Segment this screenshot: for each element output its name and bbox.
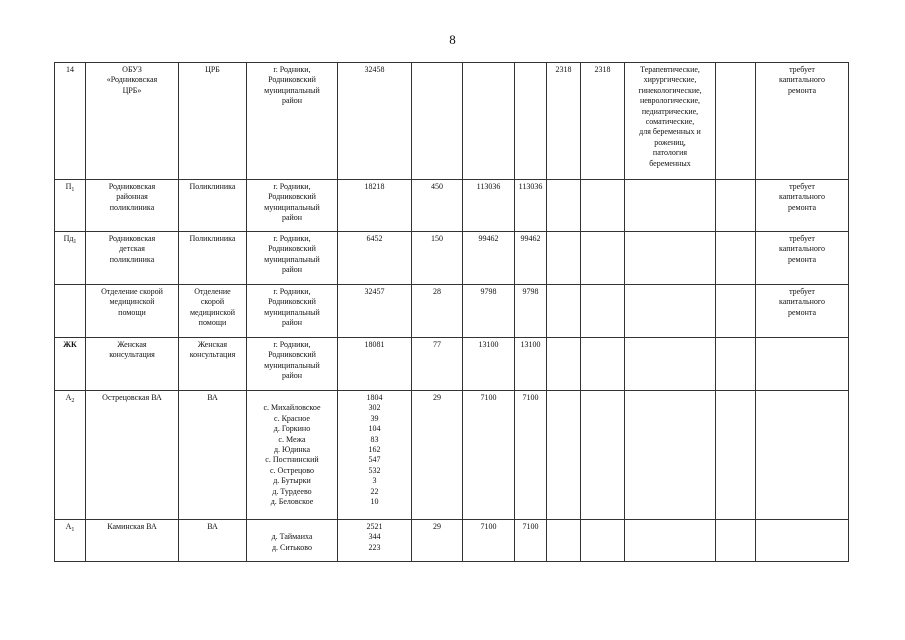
facility-type-line: медицинской — [189, 307, 235, 317]
facility-code: А — [65, 393, 72, 402]
location-line: д. Горкино — [273, 424, 311, 434]
condition-line: требует — [789, 287, 815, 296]
value-cell-c12 — [716, 232, 756, 285]
location-line: д. Таймаиха — [271, 532, 313, 542]
value-cell-c12 — [716, 338, 756, 391]
facility-name-cell — [86, 391, 179, 520]
condition-line: требует — [789, 65, 815, 74]
value-cell-c9 — [547, 391, 581, 520]
profile-line: патология — [652, 148, 688, 158]
profiles-cell — [625, 63, 716, 180]
value-cell-c6 — [412, 63, 463, 180]
value-cell-c6 — [412, 285, 463, 338]
condition-cell — [756, 520, 849, 562]
value-cell-c10 — [581, 232, 625, 285]
location-line: Родниковский — [268, 192, 316, 202]
population-cell — [338, 63, 412, 180]
location-cell — [247, 338, 338, 391]
location-line: Родниковский — [268, 244, 316, 254]
facility-code-subscript: 1 — [71, 187, 75, 193]
profile-line: рожениц, — [654, 137, 686, 147]
value-cell-c7 — [463, 338, 515, 391]
location-line: Родниковский — [268, 75, 316, 85]
facility-type-cell — [179, 520, 247, 562]
population-cell — [338, 338, 412, 391]
facility-type-line: Женская — [197, 340, 228, 349]
location-line: Родниковский — [268, 350, 316, 360]
profile-line: Терапевтические, — [640, 65, 700, 74]
cell-value: 113036 — [518, 182, 543, 191]
cell-value: 29 — [433, 522, 441, 531]
value-cell-c12 — [716, 520, 756, 562]
cell-value: 9798 — [480, 287, 497, 296]
condition-cell — [756, 232, 849, 285]
value-cell-c9 — [547, 63, 581, 180]
profiles-cell — [625, 391, 716, 520]
facility-code: А — [65, 522, 72, 531]
table-row — [55, 338, 849, 391]
facility-name-cell — [86, 63, 179, 180]
facility-name-cell — [86, 338, 179, 391]
facilities-table — [54, 62, 849, 562]
value-cell-c10 — [581, 285, 625, 338]
population-line: 344 — [368, 532, 381, 542]
profiles-cell — [625, 180, 716, 232]
profile-line: хирургические, — [643, 75, 697, 85]
location-line: Родниковский — [268, 297, 316, 307]
population-line: 302 — [368, 403, 381, 413]
population-cell — [338, 180, 412, 232]
facility-name-line: поликлиника — [109, 254, 155, 264]
cell-value: 2318 — [594, 65, 611, 74]
cell-value: 13100 — [520, 340, 541, 349]
facility-type-line: Поликлиника — [189, 182, 236, 191]
cell-value: 150 — [431, 234, 443, 243]
table-row — [55, 180, 849, 232]
cell-value: 7100 — [522, 393, 539, 402]
facility-name-line: медицинской — [109, 297, 155, 307]
condition-cell — [756, 180, 849, 232]
facility-name-line: поликлиника — [109, 202, 155, 212]
facility-name-cell — [86, 285, 179, 338]
table-row — [55, 285, 849, 338]
table-row — [55, 520, 849, 562]
location-line: г. Родники, — [273, 234, 311, 243]
location-line: с. Красное — [274, 413, 310, 423]
location-line: район — [281, 318, 303, 328]
population-line: 6452 — [366, 234, 383, 243]
value-cell-c9 — [547, 180, 581, 232]
facility-type-line: Поликлиника — [189, 234, 236, 243]
facility-type-cell — [179, 391, 247, 520]
facility-code-cell — [55, 232, 86, 285]
population-line: 83 — [370, 434, 379, 444]
facility-name-cell — [86, 180, 179, 232]
facility-name-cell — [86, 520, 179, 562]
facility-code-cell — [55, 520, 86, 562]
population-line: 223 — [368, 542, 381, 552]
facility-name-line: Родниковская — [108, 182, 156, 191]
population-cell — [338, 520, 412, 562]
value-cell-c12 — [716, 180, 756, 232]
cell-value: 113036 — [476, 182, 501, 191]
value-cell-c8 — [515, 520, 547, 562]
population-cell — [338, 232, 412, 285]
location-line: г. Родники, — [273, 287, 311, 296]
facility-code-cell — [55, 391, 86, 520]
population-line: 1804 — [366, 393, 383, 402]
location-line: с. Острецово — [269, 465, 315, 475]
value-cell-c12 — [716, 63, 756, 180]
population-line: 32458 — [364, 65, 385, 74]
location-line: муниципальный — [264, 254, 320, 264]
value-cell-c7 — [463, 285, 515, 338]
facility-code: П — [65, 182, 72, 191]
facility-name-line: Острецовская ВА — [102, 393, 162, 402]
value-cell-c12 — [716, 285, 756, 338]
location-line: д. Ситьково — [271, 542, 313, 552]
profile-line: для беременных и — [639, 127, 701, 137]
facility-type-line: ВА — [207, 522, 218, 531]
location-line: с. Михайловское — [263, 403, 321, 413]
location-line: г. Родники, — [273, 65, 311, 74]
value-cell-c10 — [581, 520, 625, 562]
condition-line: ремонта — [787, 307, 817, 317]
facility-name-line: районная — [116, 192, 148, 202]
value-cell-c10 — [581, 180, 625, 232]
value-cell-c6 — [412, 338, 463, 391]
facility-type-cell — [179, 338, 247, 391]
cell-value: 9798 — [522, 287, 539, 296]
facility-code-subscript: 1 — [71, 527, 75, 533]
population-line: 10 — [370, 496, 379, 506]
value-cell-c10 — [581, 338, 625, 391]
location-line: д. Юдинка — [273, 444, 311, 454]
location-cell — [247, 63, 338, 180]
facility-name-line: ОБУЗ — [122, 65, 142, 74]
value-cell-c7 — [463, 180, 515, 232]
facility-code-subscript: 2 — [71, 398, 75, 404]
condition-line: ремонта — [787, 254, 817, 264]
facility-code-cell — [55, 338, 86, 391]
facility-name-line: «Родниковская — [106, 75, 158, 85]
value-cell-c9 — [547, 338, 581, 391]
facility-type-line: ВА — [207, 393, 218, 402]
condition-line: ремонта — [787, 85, 817, 95]
location-line: муниципальный — [264, 85, 320, 95]
facility-type-cell — [179, 285, 247, 338]
cell-value: 77 — [433, 340, 441, 349]
population-line: 39 — [370, 413, 379, 423]
profile-line: беременных — [649, 158, 691, 168]
location-line: муниципальный — [264, 202, 320, 212]
facility-code: Пд — [63, 234, 74, 243]
value-cell-c9 — [547, 232, 581, 285]
population-line: 18218 — [364, 182, 385, 191]
cell-value: 2318 — [555, 65, 572, 74]
facility-name-line: Женская — [117, 340, 147, 349]
table-row — [55, 391, 849, 520]
table-row — [55, 232, 849, 285]
profile-line: соматические, — [645, 116, 695, 126]
value-cell-c9 — [547, 520, 581, 562]
facility-type-line: помощи — [198, 318, 227, 328]
location-cell — [247, 180, 338, 232]
cell-value: 7100 — [522, 522, 539, 531]
value-cell-c8 — [515, 232, 547, 285]
value-cell-c7 — [463, 391, 515, 520]
value-cell-c7 — [463, 63, 515, 180]
location-line: д. Беловское — [270, 496, 314, 506]
profile-line: неврологические, — [639, 96, 701, 106]
condition-cell — [756, 338, 849, 391]
cell-value: 28 — [433, 287, 441, 296]
population-line: 162 — [368, 444, 381, 454]
population-cell — [338, 391, 412, 520]
location-line: район — [281, 371, 303, 381]
cell-value: 7100 — [480, 522, 497, 531]
location-cell — [247, 285, 338, 338]
facility-name-line: Родниковская — [108, 234, 156, 243]
condition-cell — [756, 285, 849, 338]
condition-line: капитального — [779, 244, 825, 254]
facility-name-line: Отделение скорой — [101, 287, 163, 296]
value-cell-c8 — [515, 180, 547, 232]
cell-value: 13100 — [478, 340, 499, 349]
facility-name-line: помощи — [118, 307, 146, 317]
condition-cell — [756, 391, 849, 520]
condition-line: ремонта — [787, 202, 817, 212]
profile-line: педиатрические, — [641, 106, 699, 116]
population-cell — [338, 285, 412, 338]
location-cell — [247, 391, 338, 520]
location-cell — [247, 520, 338, 562]
facility-name-line: детская — [119, 244, 145, 254]
location-line: г. Родники, — [273, 182, 311, 191]
facility-type-cell — [179, 63, 247, 180]
condition-line: капитального — [779, 192, 825, 202]
facility-name-line: консультация — [109, 350, 155, 360]
condition-line: требует — [789, 182, 815, 191]
location-line — [249, 393, 335, 403]
population-line: 2521 — [366, 522, 383, 531]
population-line: 22 — [370, 486, 379, 496]
cell-value: 7100 — [480, 393, 497, 402]
facility-type-line: ЦРБ — [205, 65, 220, 74]
facility-type-cell — [179, 180, 247, 232]
location-line: муниципальный — [264, 307, 320, 317]
profiles-cell — [625, 338, 716, 391]
facility-code-subscript: 1 — [73, 239, 77, 245]
facility-type-line: Отделение — [194, 287, 231, 296]
value-cell-c10 — [581, 391, 625, 520]
cell-value: 450 — [431, 182, 443, 191]
location-line: район — [281, 213, 303, 223]
facility-code: 14 — [66, 65, 74, 74]
location-line: г. Родники, — [273, 340, 311, 349]
value-cell-c6 — [412, 520, 463, 562]
condition-line: капитального — [779, 297, 825, 307]
location-line: с. Межа — [278, 434, 306, 444]
facility-code-cell — [55, 63, 86, 180]
population-line: 18081 — [364, 340, 385, 349]
value-cell-c8 — [515, 391, 547, 520]
facility-name-line: Каминская ВА — [107, 522, 157, 531]
location-line: с. Постнинский — [265, 455, 319, 465]
location-line: муниципальный — [264, 360, 320, 370]
facility-type-cell — [179, 232, 247, 285]
profiles-cell — [625, 520, 716, 562]
value-cell-c7 — [463, 520, 515, 562]
profiles-cell — [625, 285, 716, 338]
cell-value: 29 — [433, 393, 441, 402]
population-line: 32457 — [364, 287, 385, 296]
facility-type-line: консультация — [189, 350, 236, 360]
condition-line: требует — [789, 234, 815, 243]
location-line: район — [281, 96, 303, 106]
location-line: д. Бутырки — [273, 476, 311, 486]
facility-code: ЖК — [63, 340, 77, 349]
condition-cell — [756, 63, 849, 180]
cell-value: 99462 — [478, 234, 499, 243]
facility-code-cell — [55, 285, 86, 338]
value-cell-c8 — [515, 285, 547, 338]
table-row — [55, 63, 849, 180]
value-cell-c6 — [412, 232, 463, 285]
population-line: 532 — [368, 465, 381, 475]
profiles-cell — [625, 232, 716, 285]
value-cell-c6 — [412, 391, 463, 520]
facility-name-cell — [86, 232, 179, 285]
facility-type-line: скорой — [200, 297, 225, 307]
population-line: 104 — [368, 424, 381, 434]
population-line: 3 — [372, 476, 377, 486]
value-cell-c12 — [716, 391, 756, 520]
location-line — [249, 522, 335, 532]
location-cell — [247, 232, 338, 285]
location-line: д. Турдеево — [272, 486, 312, 496]
location-line: район — [281, 265, 303, 275]
profile-line: гинекологические, — [638, 85, 702, 95]
population-line: 547 — [368, 455, 381, 465]
value-cell-c10 — [581, 63, 625, 180]
condition-line: капитального — [779, 75, 825, 85]
cell-value: 99462 — [520, 234, 541, 243]
value-cell-c7 — [463, 232, 515, 285]
value-cell-c9 — [547, 285, 581, 338]
value-cell-c8 — [515, 338, 547, 391]
value-cell-c8 — [515, 63, 547, 180]
value-cell-c6 — [412, 180, 463, 232]
facility-code-cell — [55, 180, 86, 232]
page-number: 8 — [449, 32, 456, 47]
facility-name-line: ЦРБ» — [122, 85, 142, 95]
